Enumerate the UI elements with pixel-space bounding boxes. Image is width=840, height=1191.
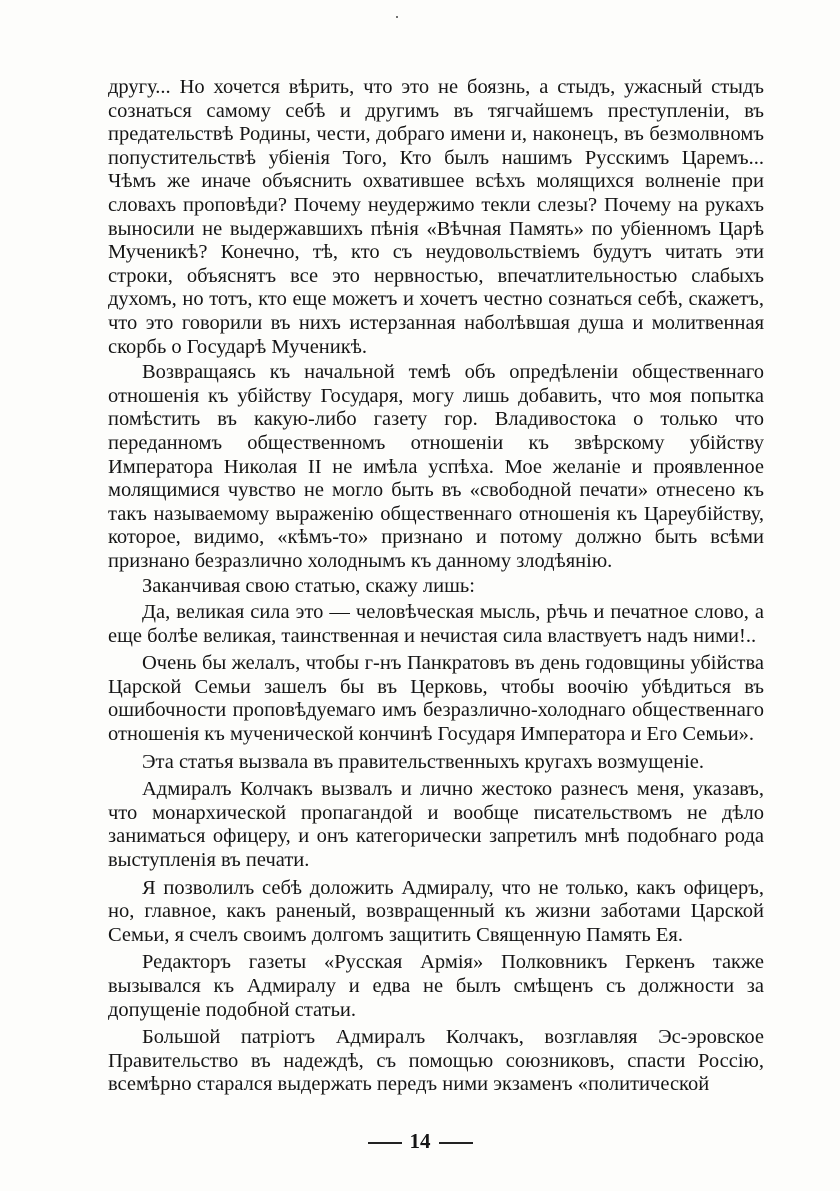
body-text xyxy=(108,76,764,1099)
paragraph: Я позволилъ себѣ доложить Адмиралу, что не только, какъ офицеръ, но, главное, какъ раненый, возвращенный къ жизни заботами Царской Семьи, я счелъ своимъ долгомъ защитить Священную Память Ея. xyxy=(108,876,764,946)
paragraph: Возвращаясь къ начальной темѣ объ опредѣленіи общественнаго отношенія къ убійству Государя, могу лишь добавить, что моя попытка помѣстить въ какую-либо газету гор. Владивостока о только что переданномъ общественномъ отношеніи къ звѣрскому убійству Императора Николая II не имѣла успѣха. Мое желаніе и проявленное молящимися чувство не могло быть въ «свободной печати» отнесено къ такъ называемому выраженію общественнаго отношенія къ Цареубійству, которое, видимо, «кѣмъ-то» признано и потому должно быть всѣми признано безразлично холоднымъ къ данному злодѣянію. xyxy=(108,361,764,572)
paragraph: Заканчивая свою статью, скажу лишь: xyxy=(142,575,475,598)
paragraph: Большой патріотъ Адмиралъ Колчакъ, возглавляя Эс-эровское Правительство въ надеждѣ, съ помощью союзниковъ, спасти Россію, всемѣрно старался выдержать передъ ними экзаменъ «политической xyxy=(108,1026,764,1096)
paragraph: Редакторъ газеты «Русская Армія» Полковникъ Геркенъ также вызывался къ Адмиралу и едва не былъ смѣщенъ съ должности за допущеніе подобной статьи. xyxy=(108,951,764,1021)
footer-rule-right xyxy=(439,1142,473,1144)
paragraph: Эта статья вызвала въ правительственныхъ кругахъ возмущеніе. xyxy=(142,750,705,773)
paragraph: Да, великая сила это — человѣческая мысль, рѣчь и печатное слово, а еще болѣе великая, таинственная и нечистая сила властвуетъ надъ ними!.. xyxy=(108,601,764,647)
print-mark xyxy=(396,16,398,18)
paragraph: другу... Но хочется вѣрить, что это не боязнь, а стыдъ, ужасный стыдъ сознаться самому себѣ и другимъ въ тягчайшемъ преступленіи, въ предательствѣ Родины, чести, добраго имени и, наконецъ, въ безмолвномъ попустительствѣ убіенія Того, Кто былъ нашимъ Русскимъ Царемъ... Чѣмъ же иначе объяснить охватившее всѣхъ молящихся волненіе при словахъ проповѣди? Почему неудержимо текли слезы? Почему на рукахъ выносили не выдержавшихъ пѣнія «Вѣчная Память» по убіенномъ Царѣ Мученикѣ? Конечно, тѣ, кто съ неудовольствіемъ будутъ читать эти строки, объяснятъ все это нервностью, впечатлительностью слабыхъ духомъ, но тотъ, кто еще можетъ и хочетъ честно сознаться себѣ, скажетъ, что это говорили въ нихъ истерзанная наболѣвшая душа и молитвенная скорбь о Государѣ Мученикѣ. xyxy=(108,76,764,358)
footer-rule-left xyxy=(368,1142,402,1144)
page-footer xyxy=(0,1129,840,1154)
paragraph: Адмиралъ Колчакъ вызвалъ и лично жестоко разнесъ меня, указавъ, что монархической пропагандой и вообще писательствомъ не дѣло заниматься офицеру, и онъ категорически запретилъ мнѣ подобнаго рода выступленія въ печати. xyxy=(108,778,764,871)
paragraph: Очень бы желалъ, чтобы г-нъ Панкратовъ въ день годовщины убійства Царской Семьи зашелъ бы въ Церковь, чтобы воочію убѣдиться въ ошибочности проповѣдуемаго имъ безразлично-холоднаго общественнаго отношенія къ мученической кончинѣ Государя Императора и Его Семьи». xyxy=(108,652,764,746)
page-number: 14 xyxy=(409,1129,431,1153)
